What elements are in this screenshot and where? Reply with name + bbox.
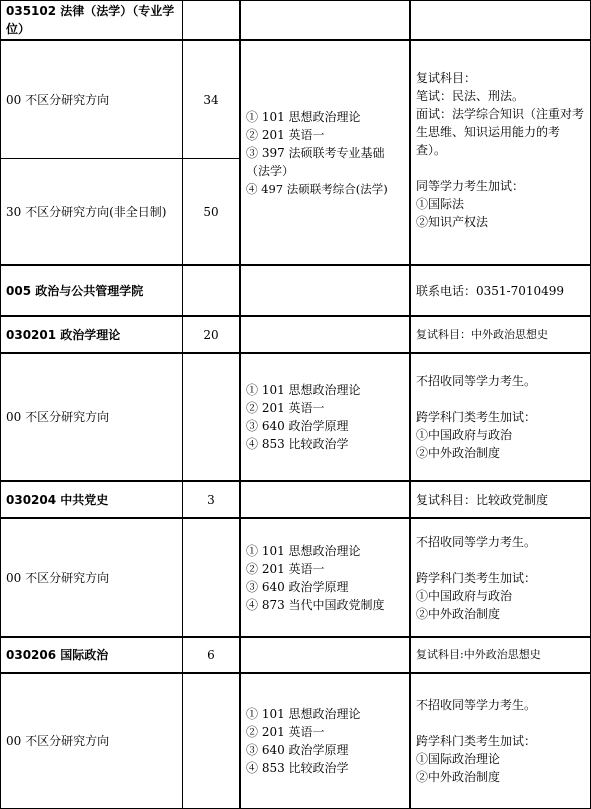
remarks-text: [416, 69, 585, 231]
remark-line: ①中国政府与政治: [416, 428, 513, 442]
program-name-cell: [0, 316, 183, 353]
exam-subjects-list: [246, 705, 361, 777]
remark-line: 跨学科门类考生加试：: [416, 734, 537, 748]
remark-line: 跨学科门类考生加试：: [416, 570, 537, 585]
program-name: 030206 国际政治: [6, 648, 109, 662]
retest-subject: 复试科目：比较政党制度: [416, 492, 549, 507]
remark-line: 不招收同等学力考生。: [416, 374, 537, 388]
exam-subject: ④ 497 法硕联考综合(法学): [246, 181, 388, 196]
exam-subject: ③ 640 政治学原理: [246, 419, 349, 433]
exam-cell: [240, 481, 410, 518]
enrollment-count: 6: [207, 648, 215, 662]
enrollment-count: 20: [203, 327, 219, 342]
remarks-text: [416, 533, 536, 623]
exam-subject: ④ 853 比较政治学: [246, 761, 349, 775]
remarks-cell: [410, 353, 591, 481]
exam-subjects-list: [246, 542, 385, 614]
remark-line: 不招收同等学力考生。: [416, 534, 537, 549]
program-name-cell: [0, 481, 183, 518]
exam-subject: ② 201 英语一: [246, 725, 325, 739]
direction-name: 00 不区分研究方向: [6, 410, 110, 424]
exam-subject: ① 101 思想政治理论: [246, 543, 361, 558]
count-cell: [182, 518, 240, 637]
enrollment-count: 50: [203, 204, 219, 219]
direction-name: 00 不区分研究方向: [6, 734, 110, 748]
exam-subjects-list: [246, 381, 361, 453]
remarks-cell: [410, 637, 591, 673]
exam-subjects-cell: [240, 518, 410, 637]
exam-subject: ③ 640 政治学原理: [246, 743, 349, 757]
exam-subject: ③ 397 法硕联考专业基础（法学）: [246, 145, 385, 178]
count-cell: [182, 265, 240, 316]
count-cell: [182, 481, 240, 518]
direction-name: 00 不区分研究方向: [6, 570, 110, 585]
remarks-text: [416, 372, 536, 462]
retest-subject: 复试科目:中外政治思想史: [416, 648, 541, 661]
direction-cell: [0, 353, 183, 481]
exam-subjects-cell: [240, 40, 410, 265]
exam-subjects-cell: [240, 673, 410, 809]
remark-line: ②中外政治制度: [416, 446, 501, 460]
remark-line: 跨学科门类考生加试：: [416, 410, 537, 424]
exam-subject: ② 201 英语一: [246, 127, 325, 142]
direction-cell: [0, 158, 183, 265]
exam-subject: ④ 853 比较政治学: [246, 437, 349, 451]
remarks-cell: [410, 0, 591, 40]
direction-cell: [0, 40, 183, 159]
school-name-cell: [0, 265, 183, 316]
program-name: 030201 政治学理论: [6, 327, 121, 342]
exam-subject: ② 201 英语一: [246, 401, 325, 415]
count-cell: [182, 316, 240, 353]
remarks-cell: [410, 265, 591, 316]
remarks-cell: [410, 481, 591, 518]
remark-line: 复试科目：: [416, 71, 477, 85]
exam-cell: [240, 265, 410, 316]
remark-line: ①国际政治理论: [416, 752, 501, 766]
exam-subject: ① 101 思想政治理论: [246, 383, 361, 397]
remarks-cell: [410, 673, 591, 809]
remarks-cell: [410, 518, 591, 637]
remark-line: ②知识产权法: [416, 215, 489, 229]
remark-line: 同等学力考生加试：: [416, 179, 525, 193]
enrollment-count: 3: [207, 492, 215, 507]
exam-subject: ② 201 英语一: [246, 561, 325, 576]
remark-line: 不招收同等学力考生。: [416, 698, 537, 712]
remark-line: ②中外政治制度: [416, 606, 501, 621]
count-cell: [182, 673, 240, 809]
enrollment-count: 34: [203, 92, 219, 107]
exam-subject: ① 101 思想政治理论: [246, 109, 361, 124]
direction-cell: [0, 518, 183, 637]
direction-cell: [0, 673, 183, 809]
remarks-cell: [410, 316, 591, 353]
program-name: 030204 中共党史: [6, 492, 109, 507]
remarks-cell: [410, 40, 591, 265]
remark-line: ①中国政府与政治: [416, 588, 513, 603]
exam-subject: ③ 640 政治学原理: [246, 579, 349, 594]
contact-phone: 联系电话：0351-7010499: [416, 283, 565, 298]
remark-line: 面试：法学综合知识（注重对考生思维、知识运用能力的考查）。: [416, 107, 585, 157]
count-cell: [182, 353, 240, 481]
remarks-text: [416, 696, 536, 786]
exam-subjects-list: [246, 108, 404, 198]
count-cell: [182, 0, 240, 40]
program-name-cell: [0, 0, 183, 40]
remark-line: 笔试：民法、刑法。: [416, 89, 525, 103]
school-name: 005 政治与公共管理学院: [6, 283, 144, 298]
program-name: 035102 法律（法学）（专业学位）: [6, 4, 175, 36]
exam-subject: ④ 873 当代中国政党制度: [246, 597, 385, 612]
remark-line: ②中外政治制度: [416, 770, 501, 784]
retest-subject: 复试科目：中外政治思想史: [416, 327, 548, 341]
exam-cell: [240, 637, 410, 673]
count-cell: [182, 637, 240, 673]
exam-cell: [240, 0, 410, 40]
exam-subject: ① 101 思想政治理论: [246, 707, 361, 721]
direction-name: 00 不区分研究方向: [6, 92, 110, 107]
program-name-cell: [0, 637, 183, 673]
remark-line: ①国际法: [416, 197, 465, 211]
count-cell: [182, 158, 240, 265]
exam-cell: [240, 316, 410, 353]
direction-name: 30 不区分研究方向(非全日制): [6, 204, 167, 219]
exam-subjects-cell: [240, 353, 410, 481]
count-cell: [182, 40, 240, 159]
